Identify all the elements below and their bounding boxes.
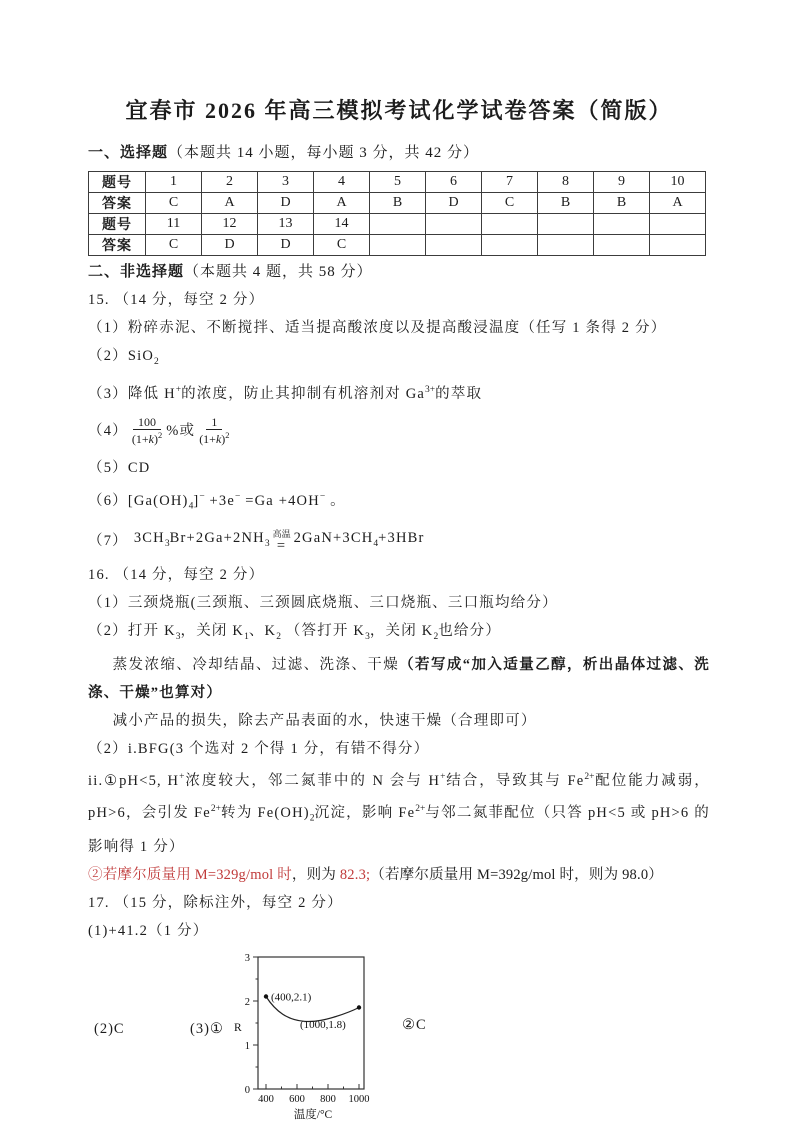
section-heading-choice-rest: （本题共 14 小题，每小题 3 分，共 42 分） bbox=[168, 145, 480, 161]
figure-17-block bbox=[88, 949, 710, 1123]
section-heading-non-choice-rest: （本题共 4 题，共 58 分） bbox=[184, 264, 373, 280]
x-axis-label: 温度/°C bbox=[293, 1108, 333, 1121]
row-header-cell: 答案 bbox=[89, 193, 146, 214]
answer-line-17-head bbox=[88, 889, 710, 917]
text-segment: 2 bbox=[225, 430, 230, 441]
answer-line-16-2ii-molar-mass bbox=[88, 861, 710, 889]
text-segment: 。 bbox=[325, 492, 346, 509]
text-segment: （1）三颈烧瓶(三颈瓶、三颈圆底烧瓶、三口烧瓶、三口瓶均给分） bbox=[88, 595, 558, 612]
answer-15-4-label: （4） bbox=[88, 422, 128, 439]
page-title: 宜春市 2026 年高三模拟考试化学试卷答案（简版） bbox=[125, 98, 673, 123]
text-segment: 配位能力减弱，pH>6，会引发 Fe bbox=[88, 773, 710, 821]
answer-cell: C bbox=[482, 193, 538, 214]
answer-line-16-evaporate bbox=[88, 651, 710, 707]
answer-cell: A bbox=[314, 193, 370, 214]
answer-cell: 14 bbox=[314, 214, 370, 235]
section-heading-non-choice-bold: 二、非选择题 bbox=[88, 264, 185, 280]
text-segment: 3CH bbox=[133, 530, 165, 547]
answer-line-16-2 bbox=[88, 617, 710, 651]
answer-15-4-or: %或 bbox=[166, 422, 196, 439]
fraction-2-denominator bbox=[199, 430, 229, 446]
answer-cell bbox=[650, 214, 706, 235]
text-segment: =Ga +4OH bbox=[240, 492, 320, 509]
answer-cell bbox=[370, 235, 426, 256]
text-segment: ) bbox=[153, 432, 158, 447]
text-segment: 的萃取 bbox=[435, 385, 483, 402]
text-segment: 82.3; bbox=[339, 866, 371, 883]
y-axis-label: R bbox=[234, 1021, 242, 1034]
answer-line-15-6 bbox=[88, 482, 710, 522]
text-segment: 3 bbox=[164, 539, 170, 550]
answer-line-17-1 bbox=[88, 917, 710, 945]
answer-line-16-1 bbox=[88, 589, 710, 617]
text-segment: （2）i.BFG(3 个选对 2 个得 1 分，有错不得分） bbox=[88, 741, 430, 758]
text-segment: 转为 Fe(OH) bbox=[220, 804, 310, 821]
text-segment: （答打开 K bbox=[280, 623, 366, 640]
text-segment: 2 bbox=[154, 356, 159, 367]
text-segment: + bbox=[440, 772, 446, 783]
text-segment: +3HBr bbox=[378, 530, 425, 547]
text-segment: 的浓度，防止其抑制有机溶剂对 Ga bbox=[181, 385, 426, 402]
answer-cell: 10 bbox=[650, 172, 706, 193]
text-segment: 2 bbox=[309, 813, 315, 824]
table-row bbox=[89, 172, 706, 193]
answer-line-15-3 bbox=[88, 376, 710, 408]
text-segment: ii.①pH<5, H bbox=[88, 773, 180, 790]
text-segment: 2+ bbox=[210, 804, 221, 815]
text-segment: + bbox=[179, 772, 185, 783]
answer-line-15-4 bbox=[88, 408, 710, 454]
text-segment: （2）打开 K bbox=[88, 623, 176, 640]
answer-cell: 8 bbox=[538, 172, 594, 193]
text-segment: − bbox=[235, 491, 241, 502]
answer-cell bbox=[538, 235, 594, 256]
text-segment: − bbox=[199, 491, 205, 502]
fraction-2 bbox=[199, 415, 229, 447]
answer-cell bbox=[594, 235, 650, 256]
r-vs-temperature-chart bbox=[226, 949, 408, 1123]
text-segment: − bbox=[319, 491, 326, 502]
text-segment: 也给分） bbox=[438, 623, 502, 640]
text-segment: (1+ bbox=[131, 432, 149, 447]
text-segment: 3 bbox=[175, 632, 181, 643]
answer-line-16-2ii bbox=[88, 763, 710, 861]
text-segment: 沉淀，影响 Fe bbox=[314, 804, 416, 821]
text-segment: ② bbox=[88, 866, 103, 883]
x-tick-400: 400 bbox=[258, 1093, 274, 1105]
text-segment: 2 bbox=[276, 632, 281, 643]
answer-line-15-7 bbox=[88, 521, 710, 561]
answer-cell: D bbox=[426, 193, 482, 214]
answer-17-2: (2)C bbox=[94, 1020, 125, 1037]
text-segment: ) bbox=[221, 432, 226, 447]
equation-condition bbox=[273, 530, 291, 554]
text-segment: 浓度较大，邻二氮菲中的 N 会与 H bbox=[184, 773, 441, 790]
text-segment: 16. （14 分，每空 2 分） bbox=[88, 567, 265, 584]
y-tick-1: 1 bbox=[244, 1040, 250, 1052]
text-segment: （若摩尔质量用 M=392g/mol 时，则为 98.0） bbox=[370, 866, 663, 883]
text-segment: 与邻二氮菲配位（只答 pH<5 或 pH>6 的影响得 1 分） bbox=[88, 804, 710, 855]
text-segment: +3e bbox=[204, 492, 236, 509]
fraction-1-numerator: 100 bbox=[133, 415, 161, 430]
answer-cell: A bbox=[202, 193, 258, 214]
text-segment: 、K bbox=[248, 623, 277, 640]
text-segment: 减小产品的损失，除去产品表面的水，快速干燥（合理即可） bbox=[112, 713, 537, 730]
answer-cell: 11 bbox=[146, 214, 202, 235]
text-segment: (1+ bbox=[199, 432, 216, 447]
answer-cell: C bbox=[314, 235, 370, 256]
y-tick-2: 2 bbox=[244, 996, 250, 1008]
text-segment: 3 bbox=[264, 539, 270, 550]
x-tick-600: 600 bbox=[289, 1093, 305, 1105]
row-header-cell: 题号 bbox=[89, 172, 146, 193]
answer-cell: 9 bbox=[594, 172, 650, 193]
text-segment: 若摩尔质量用 M=329g/mol 时 bbox=[102, 866, 292, 883]
answer-15-7-label: （7） bbox=[88, 533, 128, 550]
answer-table bbox=[88, 171, 706, 256]
y-tick-3: 3 bbox=[244, 952, 250, 964]
answer-line-16-reduce-loss bbox=[88, 707, 710, 735]
answer-cell: D bbox=[258, 235, 314, 256]
text-segment: ，则为 bbox=[291, 866, 340, 883]
row-header-cell: 题号 bbox=[89, 214, 146, 235]
text-segment: 蒸发浓缩、冷却结晶、过滤、洗涤、干燥 bbox=[112, 657, 400, 674]
row-header-cell: 答案 bbox=[89, 235, 146, 256]
text-segment: 15. （14 分，每空 2 分） bbox=[88, 292, 265, 308]
text-segment: 2 bbox=[433, 632, 439, 643]
answer-cell: B bbox=[370, 193, 426, 214]
text-segment: （3）降低 H bbox=[88, 385, 176, 402]
answer-cell: 12 bbox=[202, 214, 258, 235]
answer-cell: B bbox=[538, 193, 594, 214]
answer-cell: C bbox=[146, 193, 202, 214]
answer-cell bbox=[650, 235, 706, 256]
annotation-1000: (1000,1.8) bbox=[300, 1018, 346, 1031]
text-segment: 1 bbox=[244, 632, 249, 643]
text-segment: 4 bbox=[373, 539, 379, 550]
answer-cell: D bbox=[258, 193, 314, 214]
text-segment: 3+ bbox=[425, 384, 436, 395]
answer-line-15-1 bbox=[88, 314, 710, 342]
answer-line-15-5 bbox=[88, 454, 710, 482]
answer-cell bbox=[482, 235, 538, 256]
text-segment: 2+ bbox=[415, 804, 426, 815]
answer-cell bbox=[594, 214, 650, 235]
answer-line-15-2 bbox=[88, 342, 710, 376]
answer-cell bbox=[370, 214, 426, 235]
annotation-400: (400,2.1) bbox=[271, 991, 312, 1004]
answer-cell: 2 bbox=[202, 172, 258, 193]
text-segment: + bbox=[175, 384, 182, 395]
text-segment: （2）SiO bbox=[88, 348, 155, 364]
x-tick-800: 800 bbox=[320, 1093, 336, 1105]
text-segment: ，关闭 K bbox=[369, 623, 434, 640]
equation-left-side bbox=[134, 524, 270, 558]
answer-line-16-head bbox=[88, 561, 710, 589]
answer-cell: D bbox=[202, 235, 258, 256]
text-segment: ] bbox=[193, 492, 200, 509]
fraction-1 bbox=[132, 415, 162, 447]
answer-table-body bbox=[89, 172, 706, 256]
answer-line-15-head bbox=[88, 286, 710, 314]
text-segment: 3 bbox=[365, 632, 370, 643]
section-heading-non-choice bbox=[88, 260, 710, 284]
data-point-400 bbox=[264, 994, 268, 998]
equation-right-side bbox=[294, 524, 425, 558]
answer-cell: 1 bbox=[146, 172, 202, 193]
answer-cell: A bbox=[650, 193, 706, 214]
text-segment: ，关闭 K bbox=[180, 623, 245, 640]
answer-cell bbox=[482, 214, 538, 235]
text-segment: Br+2Ga+2NH bbox=[169, 530, 265, 547]
text-segment: （1）粉碎赤泥、不断搅拌、适当提高酸浓度以及提高酸浸温度（任写 1 条得 2 分） bbox=[88, 320, 667, 336]
text-segment: k bbox=[148, 432, 154, 447]
table-row bbox=[89, 214, 706, 235]
text-segment: （5）CD bbox=[88, 459, 151, 476]
text-segment: （6）[Ga(OH) bbox=[88, 492, 189, 509]
data-point-1000 bbox=[357, 1005, 361, 1009]
fraction-1-denominator bbox=[132, 430, 162, 446]
text-segment: 结合，导致其与 Fe bbox=[445, 773, 585, 790]
text-segment: 2GaN+3CH bbox=[293, 530, 374, 547]
section-heading-choice bbox=[88, 141, 710, 165]
equals-sign: = bbox=[276, 537, 287, 554]
x-tick-1000: 1000 bbox=[348, 1093, 370, 1105]
table-row bbox=[89, 235, 706, 256]
answer-cell: 7 bbox=[482, 172, 538, 193]
section-heading-choice-bold: 一、选择题 bbox=[88, 145, 169, 161]
text-segment: k bbox=[215, 432, 222, 447]
text-segment: (1)+41.2（1 分） bbox=[88, 922, 209, 939]
answer-cell: 3 bbox=[258, 172, 314, 193]
text-segment: （若写成“加入适量乙醇，析出晶体过滤、洗涤、干燥”也算对） bbox=[88, 657, 710, 702]
answer-17-3: (3)① bbox=[190, 1020, 224, 1037]
answer-line-16-2i bbox=[88, 735, 710, 763]
answer-cell bbox=[426, 235, 482, 256]
answer-cell: 5 bbox=[370, 172, 426, 193]
answer-cell bbox=[538, 214, 594, 235]
answer-17-3-circle2: ②C bbox=[402, 1016, 427, 1033]
text-segment: 4 bbox=[188, 501, 194, 512]
equation-condition-label: 高温 bbox=[272, 528, 291, 539]
answer-cell: 13 bbox=[258, 214, 314, 235]
answer-cell bbox=[426, 214, 482, 235]
text-segment: 2+ bbox=[584, 772, 595, 783]
answer-cell: 6 bbox=[426, 172, 482, 193]
table-row bbox=[89, 193, 706, 214]
document-content bbox=[88, 94, 710, 1123]
text-segment: 17. （15 分，除标注外，每空 2 分） bbox=[88, 894, 343, 911]
answer-cell: C bbox=[146, 235, 202, 256]
answer-cell: 4 bbox=[314, 172, 370, 193]
fraction-2-numerator: 1 bbox=[206, 415, 222, 430]
y-tick-0: 0 bbox=[244, 1084, 250, 1096]
answer-cell: B bbox=[594, 193, 650, 214]
text-segment: 2 bbox=[157, 430, 163, 441]
